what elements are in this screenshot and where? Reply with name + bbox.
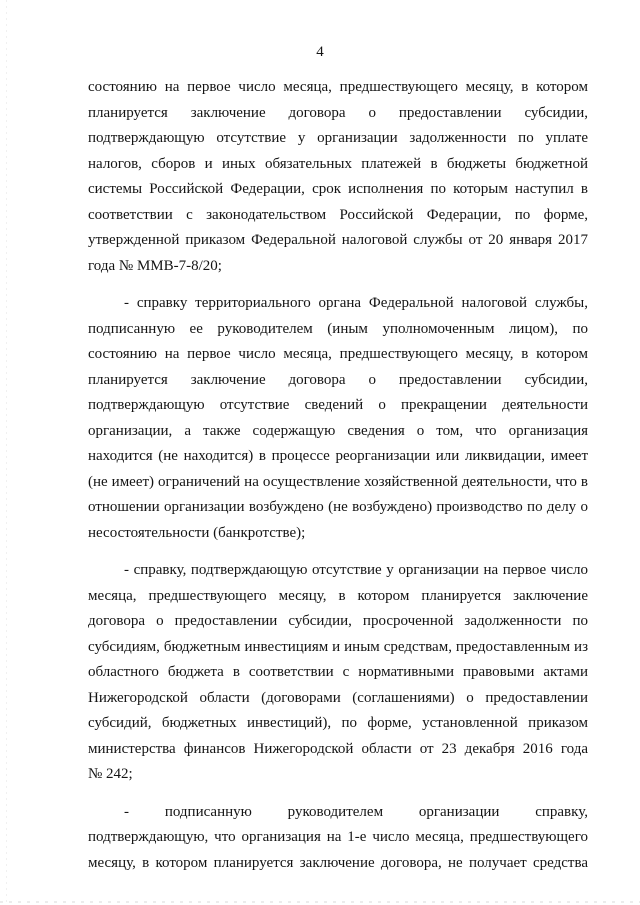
text-line: месяцу, в котором планируется заключение договора, не получает средства [88,854,588,871]
text-line: соответствии с законодательством Российской Федерации, по форме, [88,206,588,223]
text-line [88,800,588,826]
word: - [124,803,129,820]
word: договора [288,371,346,388]
word: субсидии, [524,104,588,121]
paragraph [88,291,588,546]
text-line: утвержденной приказом Федеральной налоговой службы от 20 января 2017 [88,232,588,248]
page-number: 4 [316,44,324,60]
text-line: года № ММВ-7-8/20; [88,257,222,274]
text-line: субсидиям, бюджетным инвестициям и иным средствам, предоставленным из [88,638,588,655]
scan-bottom-artifact [0,901,640,903]
text-line: субсидий, бюджетных инвестиций), по форме, установленной приказом [88,715,588,731]
text-line: состоянию на первое число месяца, предшествующего месяцу, в котором [88,346,588,362]
text-line: - справку территориального органа Федеральной налоговой службы, [124,295,588,311]
word: заключение [190,104,266,121]
text-line: месяца, предшествующего месяцу, в котором планируется заключение [88,587,588,604]
text-line: (не имеет) ограничений на осуществление хозяйственной деятельности, что в [88,473,588,490]
text-line: договора о предоставлении субсидии, просроченной задолженности по [88,613,588,629]
paragraph [88,558,588,788]
text-line [88,101,588,127]
word: предоставлении [398,104,502,121]
document-body [88,75,588,876]
word: подписанную [164,803,252,820]
word: организации [418,803,500,820]
paragraph [88,75,588,279]
word: субсидии, [524,371,588,388]
text-line [88,368,588,394]
text-line: подтверждающую отсутствие сведений о прекращении деятельности [88,397,588,413]
word: руководителем [287,803,384,820]
text-line: - справку, подтверждающую отсутствие у организации на первое число [124,562,588,578]
text-line: находится (не находится) в процессе реорганизации или ликвидации, имеет [88,448,588,464]
text-line: состоянию на первое число месяца, предшествующего месяцу, в котором [88,79,588,95]
text-line: несостоятельности (банкротстве); [88,524,306,541]
text-line: № 242; [88,766,133,782]
word: справку, [535,803,588,820]
text-line: подтверждающую отсутствие у организации задолженности по уплате [88,130,588,146]
word: планируется [88,371,168,388]
text-line: системы Российской Федерации, срок исполнения по которым наступил в [88,181,588,197]
text-line: организации, а также содержащую сведения о том, что организация [88,422,588,439]
word: о [368,104,376,121]
word: планируется [88,104,168,121]
text-line: налогов, сборов и иных обязательных платежей в бюджеты бюджетной [88,155,588,172]
word: договора [288,104,346,121]
paragraph [88,800,588,877]
text-line: отношении организации возбуждено (не возбуждено) производство по делу о [88,499,588,515]
text-line: подтверждающую, что организация на 1-е число месяца, предшествующего [88,829,588,845]
text-line: областного бюджета в соответствии с нормативными правовыми актами [88,664,588,680]
scan-edge-artifact [6,0,7,905]
word: заключение [190,371,266,388]
text-line: подписанную ее руководителем (иным уполномоченным лицом), по [88,320,588,337]
word: предоставлении [398,371,502,388]
text-line: министерства финансов Нижегородской области от 23 декабря 2016 года [88,740,588,757]
word: о [368,371,376,388]
text-line: Нижегородской области (договорами (соглашениями) о предоставлении [88,689,588,706]
